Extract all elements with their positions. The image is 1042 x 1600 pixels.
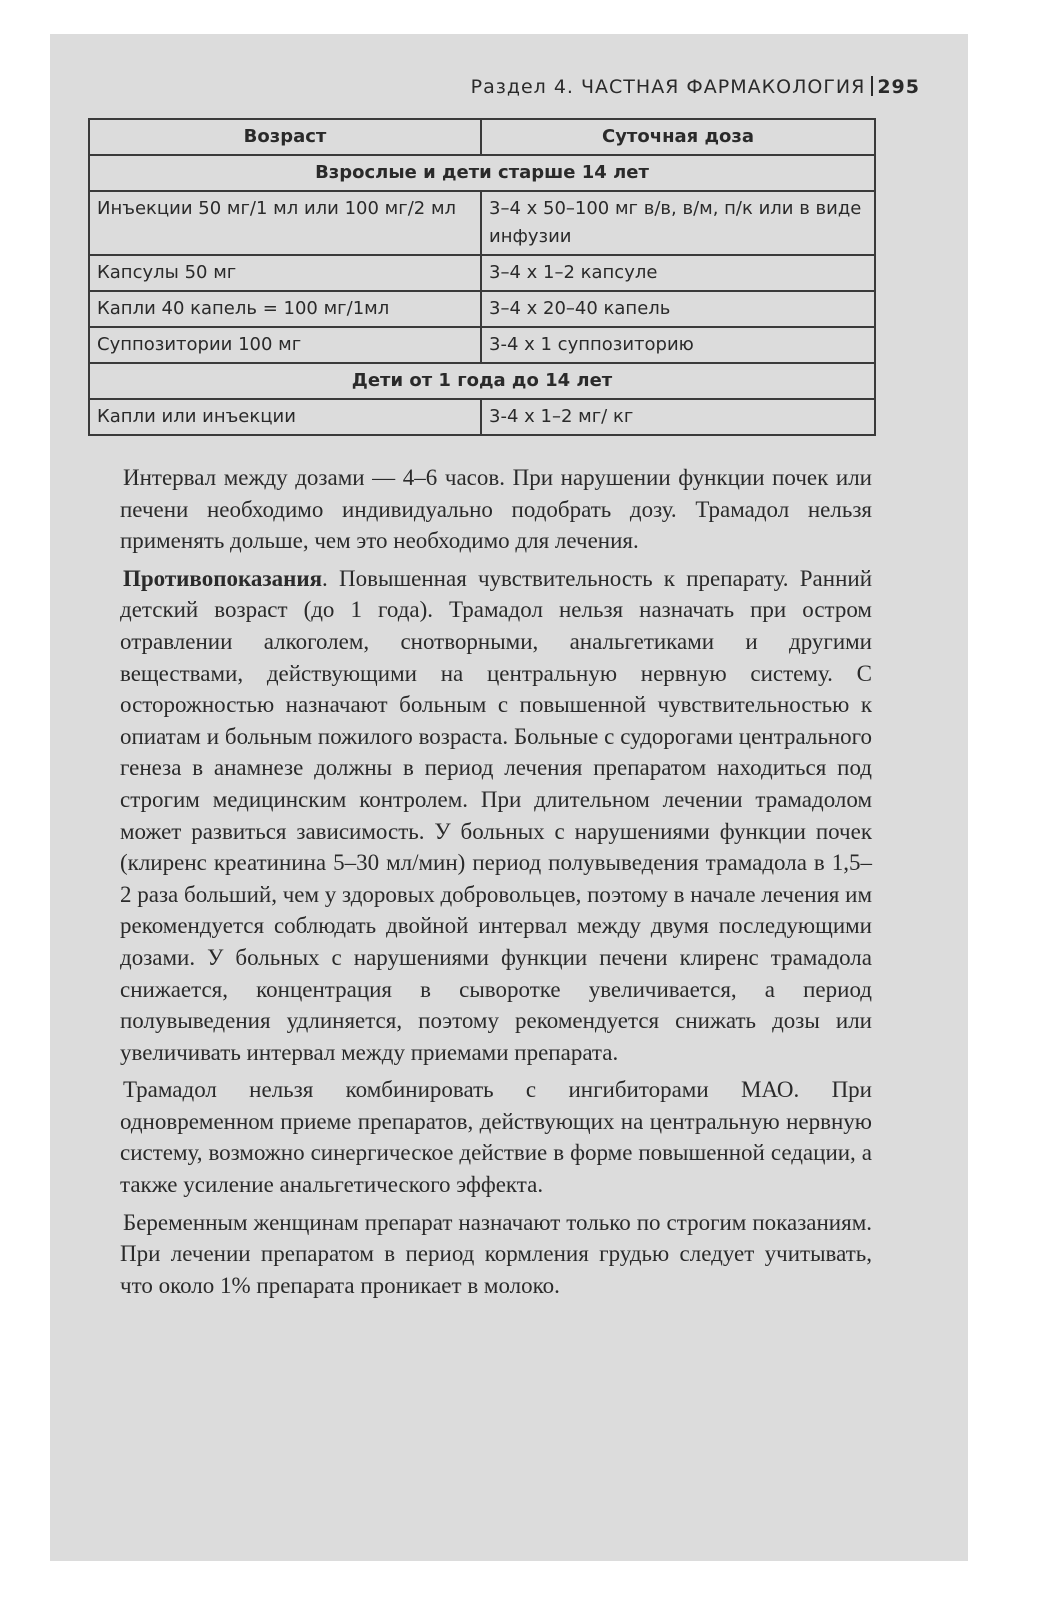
page-number: 295 [877, 76, 920, 98]
cell-dose: 3–4 x 1–2 капсуле [481, 255, 875, 291]
contraindications-text: . Повышенная чувствительность к препарату. Ранний детский возраст (до 1 года). Трамадол нельзя назначать при остром отравлении алкоголем, снотворными, анальгетиками и другими веществами, действующими на центральную нервную систему. С осторожностью назначают больным с повышенной чувствительностью к опиатам и больным пожилого возраста. Больные с судорогами центрального генеза в анамнезе должны в период лечения препаратом находиться под строгим медицинским контролем. При длительном лечении трамадолом может развиться зависимость. У больных с нарушениями функции почек (клиренс креатинина 5–30 мл/мин) период полувыведения трамадола в 1,5–2 раза больший, чем у здоровых добровольцев, поэтому в начале лечения им рекомендуется соблюдать двойной интервал между двумя последующими дозами. У больных с нарушениями функции печени клиренс трамадола снижается, концентрация в сыворотке увеличивается, а период полувыведения удлиняется, поэтому рекомендуется снижать дозы или увеличивать интервал между приемами препарата. [120, 565, 873, 1065]
page-number-separator [871, 76, 873, 96]
table-group-row [89, 363, 875, 399]
running-header [350, 76, 920, 98]
table-row [89, 291, 875, 327]
table-row [89, 255, 875, 291]
paragraph-pregnancy: Беременным женщинам препарат назначают только по строгим показаниям. При лечении препаратом в период кормления грудью следует учитывать, что около 1% препарата проникает в молоко. [120, 1209, 872, 1298]
dosage-table [88, 118, 876, 436]
column-header-dose: Суточная доза [481, 119, 875, 155]
table-row [89, 327, 875, 363]
cell-form: Суппозитории 100 мг [89, 327, 481, 363]
cell-dose: 3–4 x 20–40 капель [481, 291, 875, 327]
table-row [89, 399, 875, 435]
cell-form: Капсулы 50 мг [89, 255, 481, 291]
cell-dose: 3–4 x 50–100 мг в/в, в/м, п/к или в виде инфузии [481, 191, 875, 255]
group-children: Дети от 1 года до 14 лет [89, 363, 875, 399]
paragraph-interval: Интервал между дозами — 4–6 часов. При нарушении функции почек или печени необходимо индивидуально подобрать дозу. Трамадол нельзя применять дольше, чем это необходимо для лечения. [120, 465, 872, 554]
cell-form: Капли или инъекции [89, 399, 481, 435]
book-page [50, 34, 968, 1561]
cell-form: Капли 40 капель = 100 мг/1мл [89, 291, 481, 327]
contraindications-heading: Противопоказания [123, 565, 323, 591]
paragraph-contraindications [120, 563, 872, 1069]
group-adults: Взрослые и дети старше 14 лет [89, 155, 875, 191]
cell-dose: 3-4 x 1–2 мг/ кг [481, 399, 875, 435]
section-title: Раздел 4. ЧАСТНАЯ ФАРМАКОЛОГИЯ [470, 76, 866, 98]
cell-dose: 3-4 x 1 суппозиторию [481, 327, 875, 363]
table-header-row [89, 119, 875, 155]
table-row [89, 191, 875, 255]
column-header-age: Возраст [89, 119, 481, 155]
body-text [120, 462, 872, 1307]
paragraph-mao-inhibitors: Трамадол нельзя комбинировать с ингибиторами МАО. При одновременном приеме препаратов, действующих на центральную нервную систему, возможно синергическое действие в форме повышенной седации, а также усиление анальгетического эффекта. [120, 1077, 872, 1198]
cell-form: Инъекции 50 мг/1 мл или 100 мг/2 мл [89, 191, 481, 255]
table-group-row [89, 155, 875, 191]
